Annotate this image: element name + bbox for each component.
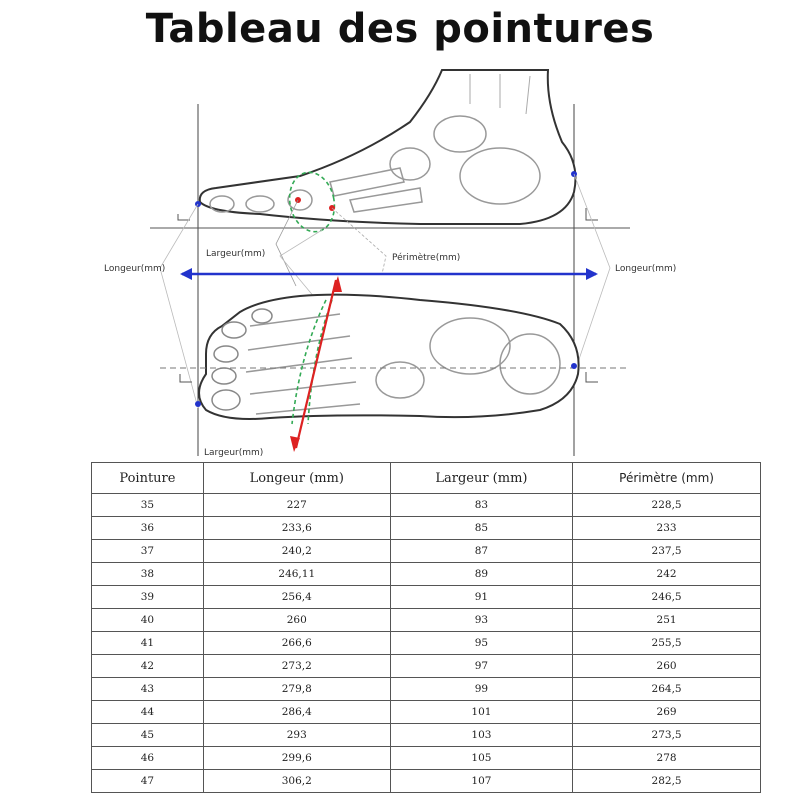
table-row	[92, 678, 761, 701]
header-largeur: Largeur (mm)	[390, 463, 572, 494]
cell-pointure: 41	[92, 632, 204, 655]
cell-largeur: 83	[390, 494, 572, 517]
table-row	[92, 701, 761, 724]
cell-longueur: 260	[203, 609, 390, 632]
cell-longueur: 256,4	[203, 586, 390, 609]
cell-perimetre: 282,5	[573, 770, 761, 793]
cell-perimetre: 228,5	[573, 494, 761, 517]
header-perimetre: Périmètre (mm)	[573, 463, 761, 494]
cell-perimetre: 264,5	[573, 678, 761, 701]
size-table	[91, 462, 761, 793]
cell-largeur: 95	[390, 632, 572, 655]
cell-perimetre: 246,5	[573, 586, 761, 609]
cell-largeur: 87	[390, 540, 572, 563]
top-view-foot	[160, 276, 630, 452]
cell-pointure: 45	[92, 724, 204, 747]
table-row	[92, 517, 761, 540]
cell-longueur: 299,6	[203, 747, 390, 770]
cell-largeur: 101	[390, 701, 572, 724]
cell-pointure: 36	[92, 517, 204, 540]
table-row	[92, 724, 761, 747]
cell-longueur: 286,4	[203, 701, 390, 724]
foot-measurement-diagram	[0, 64, 800, 460]
label-longueur-left: Longeur(mm)	[104, 264, 166, 274]
cell-largeur: 89	[390, 563, 572, 586]
side-view-foot	[195, 70, 577, 236]
header-longueur: Longeur (mm)	[203, 463, 390, 494]
cell-perimetre: 233	[573, 517, 761, 540]
cell-longueur: 227	[203, 494, 390, 517]
cell-pointure: 47	[92, 770, 204, 793]
cell-perimetre: 242	[573, 563, 761, 586]
table-body	[92, 494, 761, 793]
label-perimetre: Périmètre(mm)	[392, 253, 461, 263]
cell-pointure: 37	[92, 540, 204, 563]
cell-largeur: 105	[390, 747, 572, 770]
cell-longueur: 279,8	[203, 678, 390, 701]
table-row	[92, 655, 761, 678]
table-header-row	[92, 463, 761, 494]
cell-longueur: 293	[203, 724, 390, 747]
cell-pointure: 39	[92, 586, 204, 609]
table-row	[92, 747, 761, 770]
table-row	[92, 540, 761, 563]
label-largeur-top: Largeur(mm)	[206, 249, 266, 259]
header-pointure: Pointure	[92, 463, 204, 494]
label-largeur-bottom: Largeur(mm)	[204, 448, 264, 458]
cell-pointure: 43	[92, 678, 204, 701]
cell-longueur: 246,11	[203, 563, 390, 586]
cell-longueur: 233,6	[203, 517, 390, 540]
cell-perimetre: 273,5	[573, 724, 761, 747]
cell-longueur: 266,6	[203, 632, 390, 655]
table-row	[92, 609, 761, 632]
table-row	[92, 770, 761, 793]
cell-pointure: 46	[92, 747, 204, 770]
cell-perimetre: 269	[573, 701, 761, 724]
cell-largeur: 103	[390, 724, 572, 747]
cell-largeur: 99	[390, 678, 572, 701]
cell-perimetre: 237,5	[573, 540, 761, 563]
cell-largeur: 107	[390, 770, 572, 793]
page-title: Tableau des pointures	[145, 6, 655, 52]
cell-largeur: 93	[390, 609, 572, 632]
table-row	[92, 563, 761, 586]
cell-pointure: 40	[92, 609, 204, 632]
cell-pointure: 35	[92, 494, 204, 517]
cell-largeur: 85	[390, 517, 572, 540]
cell-pointure: 38	[92, 563, 204, 586]
cell-perimetre: 260	[573, 655, 761, 678]
cell-largeur: 91	[390, 586, 572, 609]
cell-pointure: 44	[92, 701, 204, 724]
table-row	[92, 586, 761, 609]
cell-pointure: 42	[92, 655, 204, 678]
table-row	[92, 632, 761, 655]
cell-longueur: 306,2	[203, 770, 390, 793]
cell-longueur: 240,2	[203, 540, 390, 563]
label-longueur-right: Longeur(mm)	[615, 264, 677, 274]
cell-perimetre: 251	[573, 609, 761, 632]
cell-perimetre: 278	[573, 747, 761, 770]
cell-perimetre: 255,5	[573, 632, 761, 655]
cell-largeur: 97	[390, 655, 572, 678]
size-table-container	[91, 462, 761, 793]
table-row	[92, 494, 761, 517]
cell-longueur: 273,2	[203, 655, 390, 678]
